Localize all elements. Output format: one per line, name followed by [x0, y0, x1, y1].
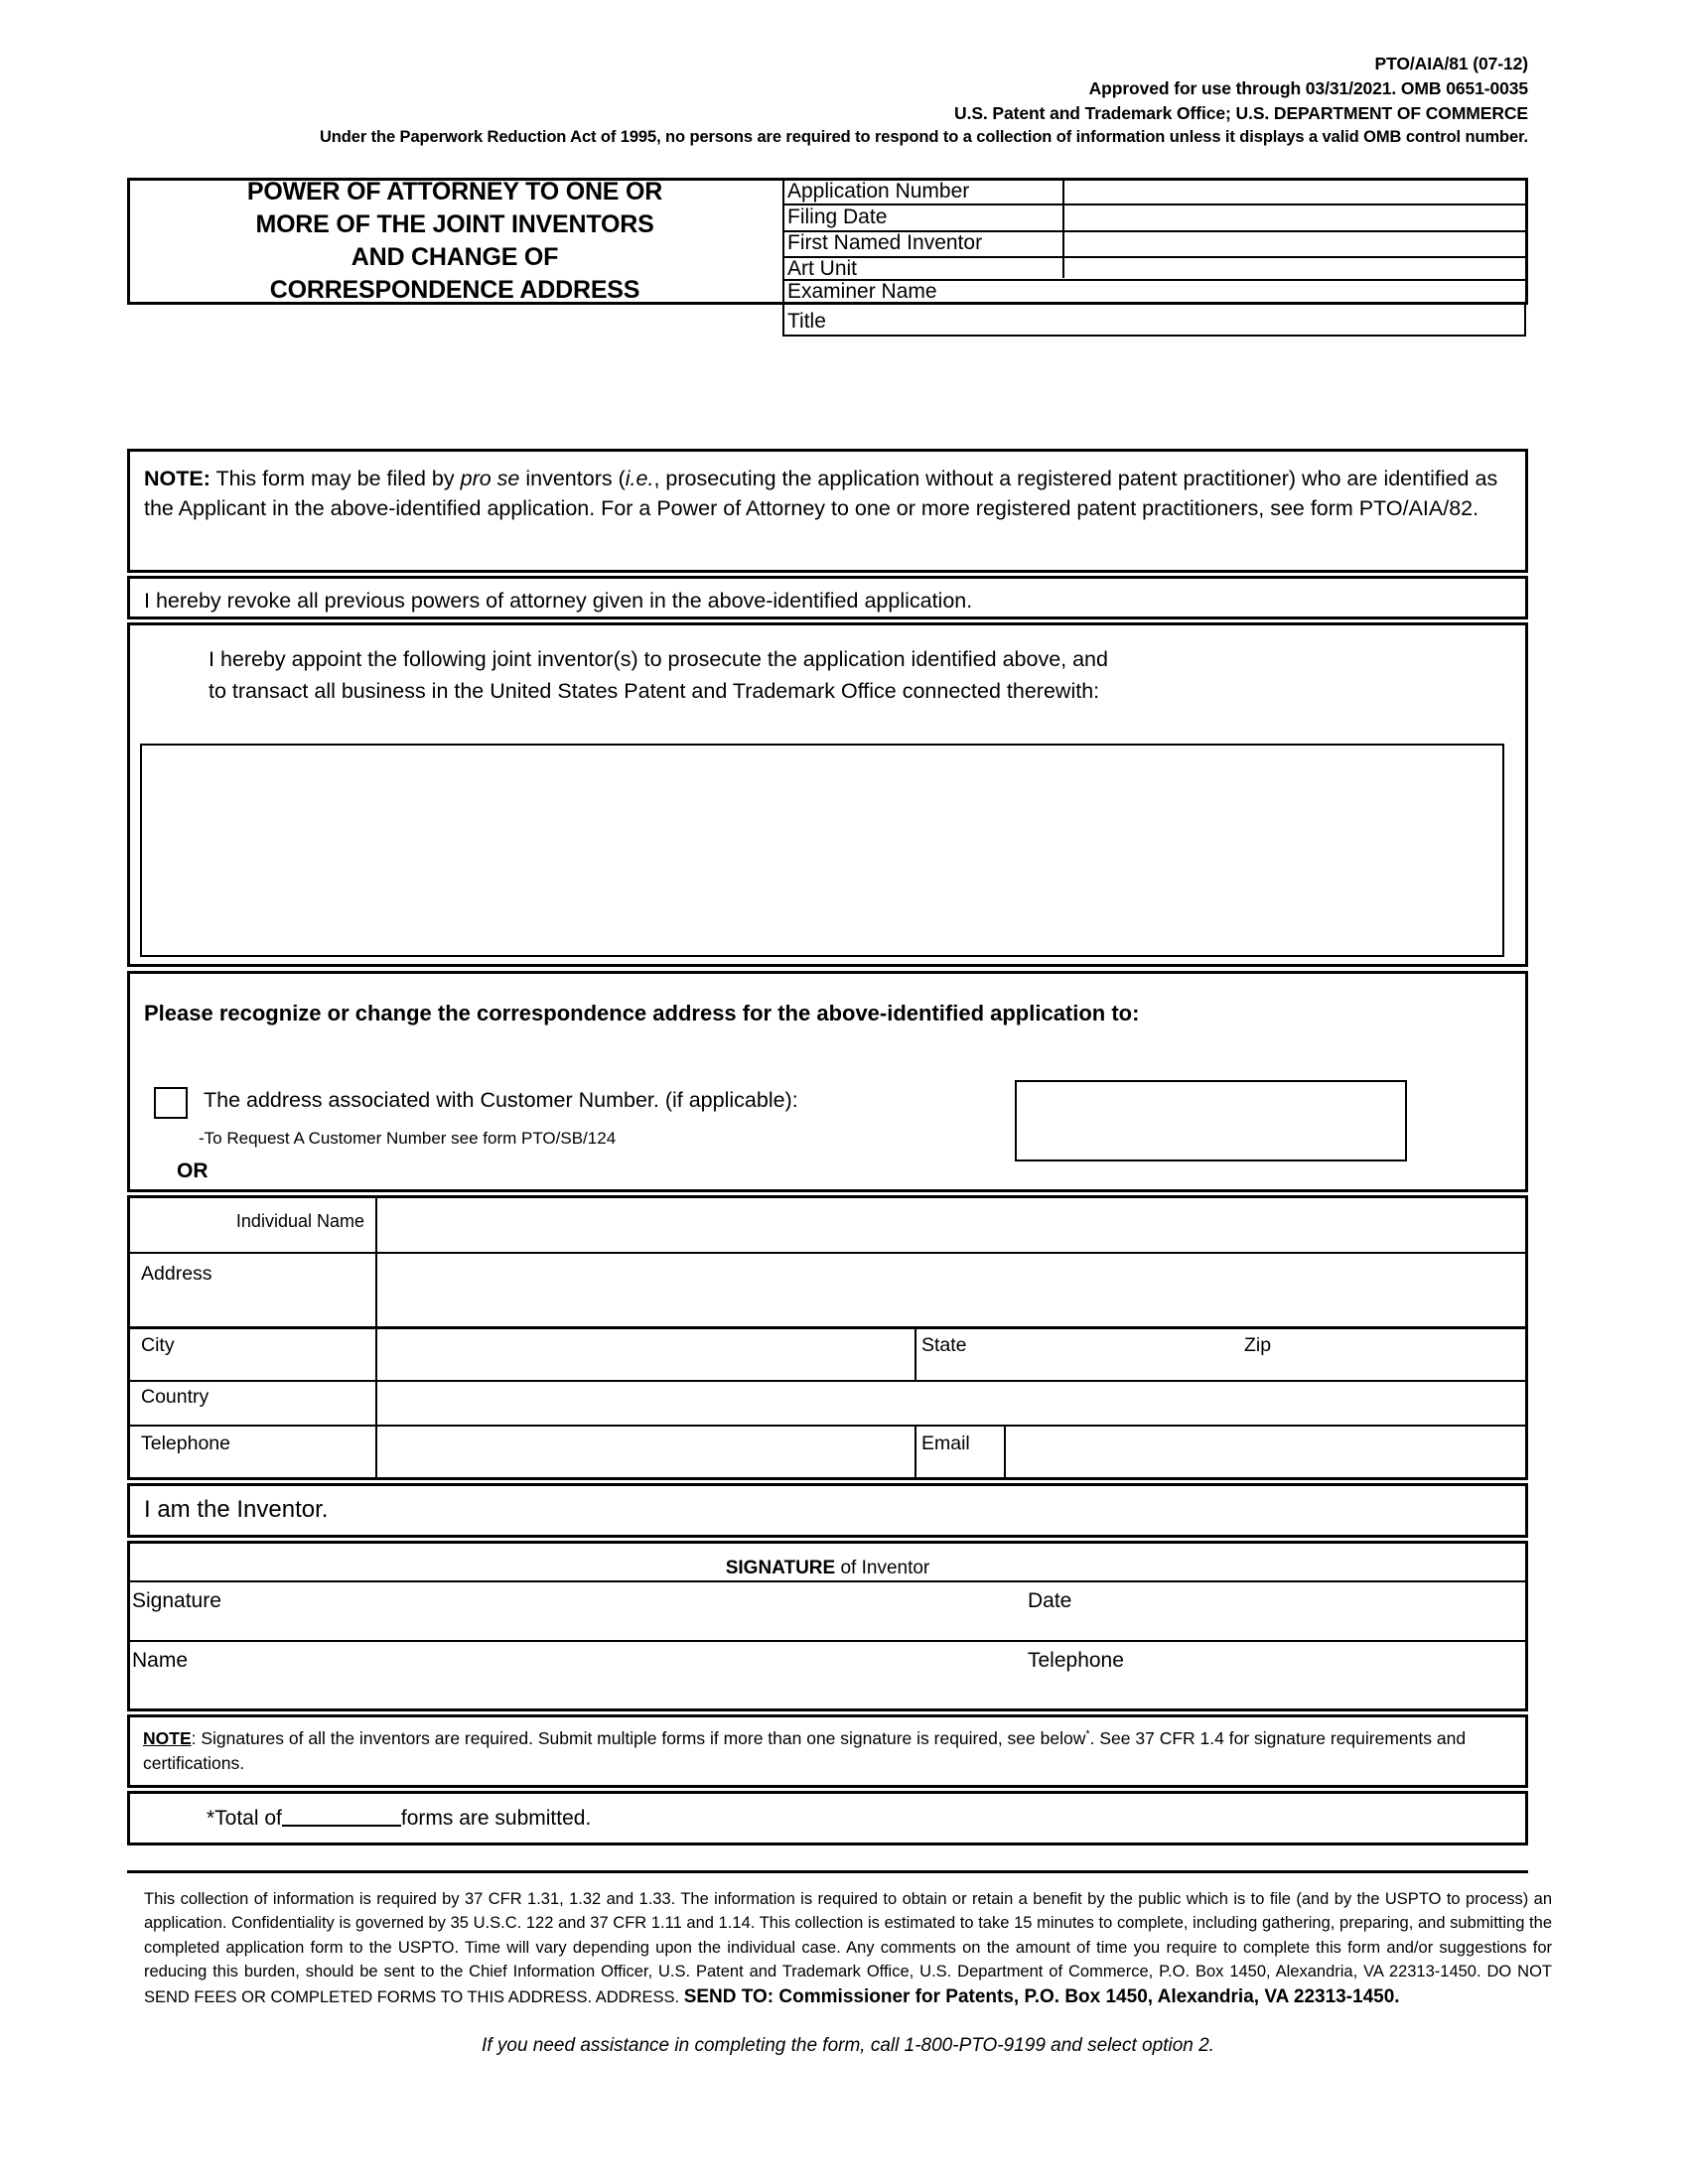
footer-send-to-label: SEND TO: [683, 1986, 774, 2007]
request-customer-number-note: -To Request A Customer Number see form PTO/SB/124 [199, 1129, 617, 1148]
label-signature: Signature [132, 1589, 221, 1612]
form-title-line-4: CORRESPONDENCE ADDRESS [269, 276, 640, 305]
footer-paragraph-text: This collection of information is required by 37 CFR 1.31, 1.32 and 1.33. The information is required to obtain or retain a benefit by the public which is to file (and by the USPTO to process) an application. Confidentiality is governed by 35 U.S.C. 122 and 37 CFR 1.11 and 1.14. This collection is estimated to take 15 minutes to complete, including gathering, preparing, and submitting the completed application form to the USPTO. Time will vary depending upon the individual case. Any comments on the amount of time you require to complete this form and/or suggestions for reducing this burden, should be sent to the Chief Information Officer, U.S. Patent and Trademark Office, U.S. Department of Commerce, P.O. Box 1450, Alexandria, VA 22313-1450. DO NOT SEND FEES OR COMPLETED FORMS TO THIS ADDRESS. [144, 1890, 1552, 2006]
value-signature[interactable] [288, 1586, 745, 1634]
field-label-value-divider [1062, 181, 1064, 278]
title-row-right-edge [1524, 302, 1526, 337]
appoint-line-1: I hereby appoint the following joint inventor(s) to prosecute the application identified above, and [209, 647, 1108, 671]
customer-number-input[interactable] [1015, 1080, 1407, 1161]
inventor-statement-text: I am the Inventor. [144, 1496, 329, 1523]
label-country: Country [141, 1386, 210, 1408]
value-individual-name[interactable] [383, 1209, 1520, 1249]
paperwork-reduction-act-notice: Under the Paperwork Reduction Act of 1995, no persons are required to respond to a collection of information unless it displays a valid OMB control number. [319, 127, 1528, 146]
label-email: Email [921, 1433, 970, 1454]
email-column-divider [914, 1427, 916, 1477]
signature-section-title [127, 1558, 1528, 1579]
form-title-line-1: POWER OF ATTORNEY TO ONE OR [246, 177, 663, 205]
note-prefix: NOTE: [144, 467, 211, 490]
note-text [144, 465, 1504, 523]
footer-paragraph [144, 1887, 1552, 2011]
signature-note-prefix: NOTE [143, 1728, 192, 1748]
label-city: City [141, 1334, 175, 1356]
approved-through: Approved for use through 03/31/2021. OMB 0651-0035 [1088, 77, 1528, 98]
customer-number-checkbox-label: The address associated with Customer Number. (if applicable): [204, 1088, 798, 1112]
label-filing-date: Filing Date [787, 205, 888, 228]
email-value-divider [1004, 1427, 1006, 1477]
form-title-line-2: MORE OF THE JOINT INVENTORS [255, 209, 654, 238]
document-header [127, 52, 1528, 149]
signature-note-text-1: : Signatures of all the inventors are required. Submit multiple forms if more than one signature is required, see below [191, 1728, 1086, 1748]
value-zip[interactable] [1291, 1332, 1514, 1374]
footer-address-word: ADDRESS. [595, 1988, 684, 2006]
appoint-line-2: to transact all business in the United States Patent and Trademark Office connected therewith: [209, 679, 1100, 703]
value-address[interactable] [383, 1259, 1520, 1320]
field-row-divider [782, 204, 1526, 205]
value-art-unit[interactable] [1066, 258, 1528, 278]
form-title-line-3: AND CHANGE OF [351, 243, 559, 271]
value-city[interactable] [383, 1332, 908, 1374]
label-signer-telephone: Telephone [1028, 1649, 1124, 1672]
title-row-left-edge [782, 302, 784, 337]
label-first-named-inventor: First Named Inventor [787, 231, 983, 254]
value-examiner-name[interactable] [1066, 281, 1528, 301]
total-forms-suffix: forms are submitted. [400, 1807, 592, 1830]
value-title[interactable] [894, 311, 1524, 331]
office-line: U.S. Patent and Trademark Office; U.S. DEPARTMENT OF COMMERCE [954, 102, 1528, 123]
label-state: State [921, 1334, 967, 1356]
form-title [127, 178, 782, 305]
label-application-number: Application Number [787, 180, 970, 203]
label-signer-name: Name [132, 1649, 189, 1672]
signature-note-text [143, 1726, 1513, 1777]
footer-top-rule [127, 1870, 1528, 1873]
inventor-statement-box [127, 1483, 1528, 1538]
note-text-2: inventors ( [519, 467, 626, 490]
signature-note-text-2: . See 37 CFR 1.4 for signature requirements and certifications. [143, 1728, 1467, 1774]
value-application-number[interactable] [1066, 181, 1528, 203]
form-number: PTO/AIA/81 (07-12) [1374, 54, 1528, 73]
label-zip: Zip [1244, 1334, 1272, 1356]
state-column-divider [914, 1328, 916, 1380]
total-forms-line [207, 1803, 591, 1831]
customer-number-checkbox[interactable] [154, 1087, 188, 1119]
revoke-text: I hereby revoke all previous powers of attorney given in the above-identified application. [144, 589, 973, 613]
address-row-divider [130, 1326, 1525, 1329]
total-forms-prefix: *Total of [207, 1807, 282, 1830]
inventors-input[interactable] [140, 744, 1504, 957]
value-signer-name[interactable] [288, 1646, 745, 1704]
value-email[interactable] [1012, 1431, 1518, 1474]
value-first-named-inventor[interactable] [1066, 232, 1528, 254]
footer-assistance-line: If you need assistance in completing the form, call 1-800-PTO-9199 and select option 2. [482, 2035, 1214, 2056]
value-signature-date[interactable] [1092, 1586, 1509, 1634]
signature-title-bold: SIGNATURE [725, 1558, 836, 1578]
value-filing-date[interactable] [1066, 206, 1528, 228]
signature-title-rest: of Inventor [835, 1558, 930, 1578]
address-label-column-divider [375, 1198, 377, 1477]
address-row-divider [130, 1252, 1525, 1254]
value-country[interactable] [383, 1384, 1520, 1422]
note-italic-pro-se: pro se [460, 467, 520, 490]
address-row-divider [130, 1425, 1525, 1427]
note-italic-ie: i.e. [625, 467, 654, 490]
or-label: OR [177, 1160, 209, 1182]
footer-send-to-value: Commissioner for Patents, P.O. Box 1450, Alexandria, VA 22313-1450. [774, 1986, 1400, 2007]
value-telephone[interactable] [383, 1431, 908, 1474]
note-text-1: This form may be filed by [210, 467, 461, 490]
title-row-bottom [782, 335, 1526, 337]
note-text-3: , prosecuting the application without a registered patent practitioner) who are identified as the Applicant in the above-identified application. For a Power of Attorney to one or more registered patent practitioners, see form PTO/AIA/82. [144, 467, 1498, 520]
total-forms-input[interactable] [282, 1803, 401, 1827]
label-individual-name: Individual Name [235, 1211, 364, 1231]
signature-header-divider [130, 1580, 1525, 1582]
address-row-divider [130, 1380, 1525, 1382]
correspondence-heading: Please recognize or change the correspondence address for the above-identified application to: [144, 1001, 1140, 1025]
value-state[interactable] [978, 1332, 1226, 1374]
value-signer-telephone[interactable] [1152, 1646, 1509, 1704]
label-signature-date: Date [1028, 1589, 1072, 1612]
label-telephone: Telephone [141, 1433, 230, 1454]
label-art-unit: Art Unit [787, 257, 858, 280]
signature-note-asterisk: * [1085, 1728, 1090, 1741]
label-address: Address [141, 1263, 212, 1285]
label-title: Title [787, 310, 826, 333]
label-examiner-name: Examiner Name [787, 280, 937, 303]
signature-row-divider [130, 1640, 1525, 1642]
